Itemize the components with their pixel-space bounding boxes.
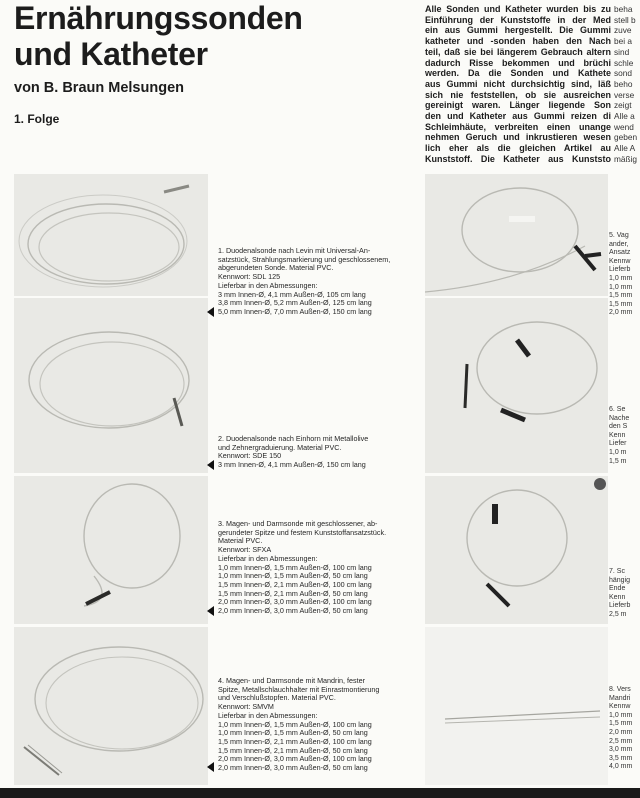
- caption-line: 8. Vers: [609, 686, 631, 693]
- caption-line: 3 mm Innen-Ø, 4,1 mm Außen-Ø, 105 cm lang: [218, 290, 366, 299]
- caption-line: Lieferbar in den Abmessungen:: [218, 554, 318, 563]
- caption-item-1: [218, 247, 413, 317]
- intro-line: teil, daß sie bei längerem Gebrauch altern: [425, 46, 611, 57]
- caption-item-8: [609, 686, 640, 772]
- intro-line: dadurch Risse bekommen und brüchi: [425, 57, 611, 68]
- caption-line: hängig: [609, 576, 631, 584]
- intro-line: Schleimhäute, verbreiten einen unange: [425, 121, 611, 132]
- caption-line: und Verschlußstopfen. Material PVC.: [218, 694, 336, 703]
- caption-line: 6. Se: [609, 406, 626, 413]
- caption-line: 1,0 mm Innen-Ø, 1,5 mm Außen-Ø, 100 cm lang: [218, 563, 372, 572]
- caption-line: 2,0 mm: [609, 728, 633, 736]
- intro-edge-text: [614, 4, 640, 165]
- caption-line: 3,0 mm: [609, 746, 633, 754]
- product-photo-7: [425, 476, 608, 624]
- intro-line: werden. Da die Sonden und Kathete: [425, 68, 611, 79]
- caption-line: abgerundeten Sonde. Material PVC.: [218, 264, 334, 273]
- title-line-1: Ernährungssonden: [14, 0, 303, 36]
- intro-text: [425, 4, 611, 165]
- caption-line: 2,5 m: [609, 610, 627, 618]
- caption-line: Lieferb: [609, 266, 631, 274]
- edge-line: Alle A: [614, 143, 636, 154]
- caption-line: gerundeter Spitze und festem Kunststoffansatzstück.: [218, 528, 387, 537]
- edge-line: beho: [614, 78, 633, 89]
- caption-line: Lieferbar in den Abmessungen:: [218, 281, 318, 290]
- caption-line: 5,0 mm Innen-Ø, 7,0 mm Außen-Ø, 150 cm lang: [218, 307, 372, 316]
- arrow-marker-icon: [207, 307, 214, 317]
- edge-line: mäßig: [614, 153, 638, 164]
- product-photo-6: [425, 298, 608, 473]
- caption-item-7: [609, 568, 640, 620]
- caption-line: 1,0 mm Innen-Ø, 1,5 mm Außen-Ø, 50 cm lang: [218, 729, 368, 738]
- edge-line: bei a: [614, 36, 632, 47]
- caption-line: Liefer: [609, 440, 627, 448]
- intro-line: lich eher als die gleichen Artikel au: [425, 143, 611, 154]
- caption-line: 3. Magen- und Darmsonde mit geschlossener, ab-: [218, 520, 378, 528]
- arrow-marker-icon: [207, 460, 214, 470]
- caption-line: 2,0 mm Innen-Ø, 3,0 mm Außen-Ø, 50 cm lang: [218, 607, 368, 616]
- intro-line: Kunststoff. Die Katheter aus Kunststo: [425, 153, 611, 164]
- caption-item-4: [218, 677, 413, 773]
- product-photo-5: [425, 174, 608, 296]
- caption-line: den S: [609, 423, 628, 431]
- product-photo-1: [14, 174, 208, 296]
- caption-item-6: [609, 406, 640, 466]
- arrow-marker-icon: [207, 762, 214, 772]
- caption-line: 1,5 mm Innen-Ø, 2,1 mm Außen-Ø, 50 cm lang: [218, 746, 368, 755]
- caption-line: Nache: [609, 414, 630, 422]
- edge-line: stell b: [614, 14, 636, 25]
- caption-line: satzstück, Strahlungsmarkierung und geschlossenem,: [218, 255, 391, 264]
- caption-line: 1,5 mm Innen-Ø, 2,1 mm Außen-Ø, 50 cm lang: [218, 589, 368, 598]
- caption-line: 1. Duodenalsonde nach Levin mit Universal-An-: [218, 247, 371, 255]
- edge-line: zuve: [614, 25, 632, 36]
- intro-line: ein aus Gummi hergestellt. Die Gummi: [425, 25, 611, 36]
- intro-line: nehmen Geruch und inkrustieren wesen: [425, 132, 611, 143]
- caption-line: 1,5 mm Innen-Ø, 2,1 mm Außen-Ø, 100 cm lang: [218, 737, 372, 746]
- caption-line: Kennwort: SMVM: [218, 703, 274, 712]
- caption-line: 3 mm Innen-Ø, 4,1 mm Außen-Ø, 150 cm lang: [218, 461, 366, 470]
- product-photo-4: [14, 627, 208, 785]
- series-label: 1. Folge: [14, 112, 60, 126]
- edge-line: Alle a: [614, 111, 635, 122]
- caption-line: 1,0 mm: [609, 283, 633, 291]
- intro-line: Alle Sonden und Katheter wurden bis zu: [425, 4, 611, 14]
- caption-line: 4. Magen- und Darmsonde mit Mandrin, fester: [218, 677, 366, 685]
- product-photo-3: [14, 476, 208, 624]
- edge-line: verse: [614, 89, 635, 100]
- edge-line: schle: [614, 57, 634, 68]
- edge-line: beha: [614, 4, 633, 14]
- edge-line: zeigt: [614, 100, 632, 111]
- caption-line: Kennw: [609, 257, 631, 265]
- caption-line: Kennwort: SFXA: [218, 546, 272, 555]
- caption-line: 2,0 mm: [609, 309, 633, 317]
- edge-line: geben: [614, 132, 638, 143]
- caption-line: Kenn: [609, 431, 626, 439]
- caption-line: 1,0 mm Innen-Ø, 1,5 mm Außen-Ø, 50 cm lang: [218, 572, 368, 581]
- caption-item-5: [609, 232, 640, 318]
- caption-line: Kennwort: SDE 150: [218, 452, 282, 461]
- caption-line: Kenn: [609, 593, 626, 601]
- caption-line: 1,5 mm Innen-Ø, 2,1 mm Außen-Ø, 100 cm lang: [218, 580, 372, 589]
- caption-line: 1,5 m: [609, 457, 627, 465]
- caption-line: 2,0 mm Innen-Ø, 3,0 mm Außen-Ø, 50 cm lang: [218, 764, 368, 773]
- caption-line: 2,0 mm Innen-Ø, 3,0 mm Außen-Ø, 100 cm lang: [218, 598, 372, 607]
- edge-line: sind: [614, 46, 630, 57]
- intro-line: aus Gummi nicht durchsichtig sind, läß: [425, 78, 611, 89]
- intro-line: katheter und -sonden haben den Nach: [425, 36, 611, 47]
- caption-line: Spitze, Metallschlauchhalter mit Einrastmontierung: [218, 685, 380, 694]
- caption-line: 3,5 mm: [609, 754, 633, 762]
- caption-line: Ende: [609, 585, 626, 593]
- caption-line: 4,0 mm: [609, 763, 633, 771]
- arrow-marker-icon: [207, 606, 214, 616]
- caption-line: 1,0 mm: [609, 274, 633, 282]
- product-photo-2: [14, 298, 208, 473]
- caption-line: 7. Sc: [609, 568, 625, 575]
- caption-line: und Zehnergraduierung. Material PVC.: [218, 443, 342, 452]
- product-photo-8: [425, 627, 608, 785]
- caption-line: 5. Vag: [609, 232, 629, 239]
- author-line: von B. Braun Melsungen: [14, 80, 184, 96]
- caption-line: ander,: [609, 240, 629, 248]
- caption-line: 1,0 mm: [609, 711, 633, 719]
- title-line-2: und Katheter: [14, 36, 208, 72]
- edge-line: wend: [614, 121, 634, 132]
- caption-line: 2,0 mm Innen-Ø, 3,0 mm Außen-Ø, 100 cm lang: [218, 755, 372, 764]
- intro-line: gereinigt waren. Länger liegende Son: [425, 100, 611, 111]
- caption-line: Ansatz: [609, 249, 631, 257]
- caption-line: Lieferb: [609, 602, 631, 610]
- caption-line: 3,8 mm Innen-Ø, 5,2 mm Außen-Ø, 125 cm lang: [218, 299, 372, 308]
- caption-line: 1,5 mm: [609, 300, 633, 308]
- caption-line: 2. Duodenalsonde nach Einhorn mit Metallolive: [218, 435, 369, 443]
- caption-line: Kennw: [609, 703, 631, 711]
- intro-line: sich nie feststellen, ob sie ausreichen: [425, 89, 611, 100]
- page-title: [14, 0, 303, 72]
- caption-item-2: [218, 435, 413, 470]
- caption-line: 2,5 mm: [609, 737, 633, 745]
- caption-line: 1,5 mm: [609, 720, 633, 728]
- intro-line: den und Katheter aus Gummi reizen di: [425, 111, 611, 122]
- caption-line: 1,0 mm Innen-Ø, 1,5 mm Außen-Ø, 100 cm lang: [218, 720, 372, 729]
- intro-line: Einführung der Kunststoffe in der Med: [425, 14, 611, 25]
- caption-item-3: [218, 520, 413, 616]
- edge-line: sond: [614, 68, 632, 79]
- caption-line: Mandri: [609, 694, 631, 702]
- caption-line: 1,0 m: [609, 448, 627, 456]
- bottom-border: [0, 788, 640, 798]
- caption-line: 1,5 mm: [609, 292, 633, 300]
- caption-line: Kennwort: SDL 125: [218, 273, 281, 282]
- caption-line: Material PVC.: [218, 537, 263, 546]
- caption-line: Lieferbar in den Abmessungen:: [218, 711, 318, 720]
